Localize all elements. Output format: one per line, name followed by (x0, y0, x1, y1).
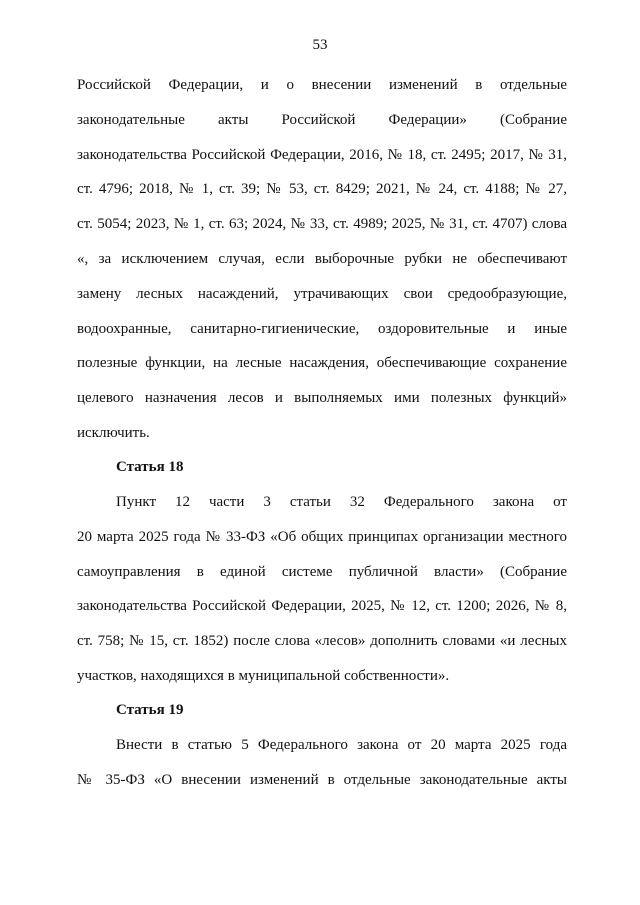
text-line: полезные функции, на лесные насаждения, обеспечивающие сохранение (77, 355, 567, 371)
page-number: 53 (312, 37, 328, 53)
text-line: замену лесных насаждений, утрачивающих свои средообразующие, (77, 286, 567, 302)
text-line: водоохранные, санитарно-гигиенические, оздоровительные и иные (77, 321, 567, 337)
text-line: ст. 4796; 2018, № 1, ст. 39; № 53, ст. 8429; 2021, № 24, ст. 4188; № 27, (77, 181, 567, 197)
text-line: 20 марта 2025 года № 33-ФЗ «Об общих принципах организации местного (77, 529, 567, 545)
text-line: законодательные акты Российской Федерации» (Собрание (77, 112, 567, 128)
text-line: самоуправления в единой системе публичной власти» (Собрание (77, 564, 567, 580)
text-line: Внести в статью 5 Федерального закона от 20 марта 2025 года (116, 737, 567, 753)
text-line: целевого назначения лесов и выполняемых ими полезных функций» (77, 390, 567, 406)
text-line: ст. 758; № 15, ст. 1852) после слова «лесов» дополнить словами «и лесных (77, 633, 567, 649)
text-line: Российской Федерации, и о внесении изменений в отдельные (77, 77, 567, 93)
article-19-heading: Статья 19 (116, 702, 184, 718)
text-line: Пункт 12 части 3 статьи 32 Федерального закона от (116, 494, 567, 510)
text-line: ст. 5054; 2023, № 1, ст. 63; 2024, № 33, ст. 4989; 2025, № 31, ст. 4707) слова (77, 216, 567, 232)
text-line: исключить. (77, 425, 150, 441)
text-line: № 35-ФЗ «О внесении изменений в отдельные законодательные акты (77, 772, 567, 788)
article-18-heading: Статья 18 (116, 459, 184, 475)
text-line: «, за исключением случая, если выборочные рубки не обеспечивают (77, 251, 567, 267)
text-line: законодательства Российской Федерации, 2025, № 12, ст. 1200; 2026, № 8, (77, 598, 567, 614)
text-line: законодательства Российской Федерации, 2016, № 18, ст. 2495; 2017, № 31, (77, 147, 567, 163)
text-line: участков, находящихся в муниципальной собственности». (77, 668, 450, 684)
